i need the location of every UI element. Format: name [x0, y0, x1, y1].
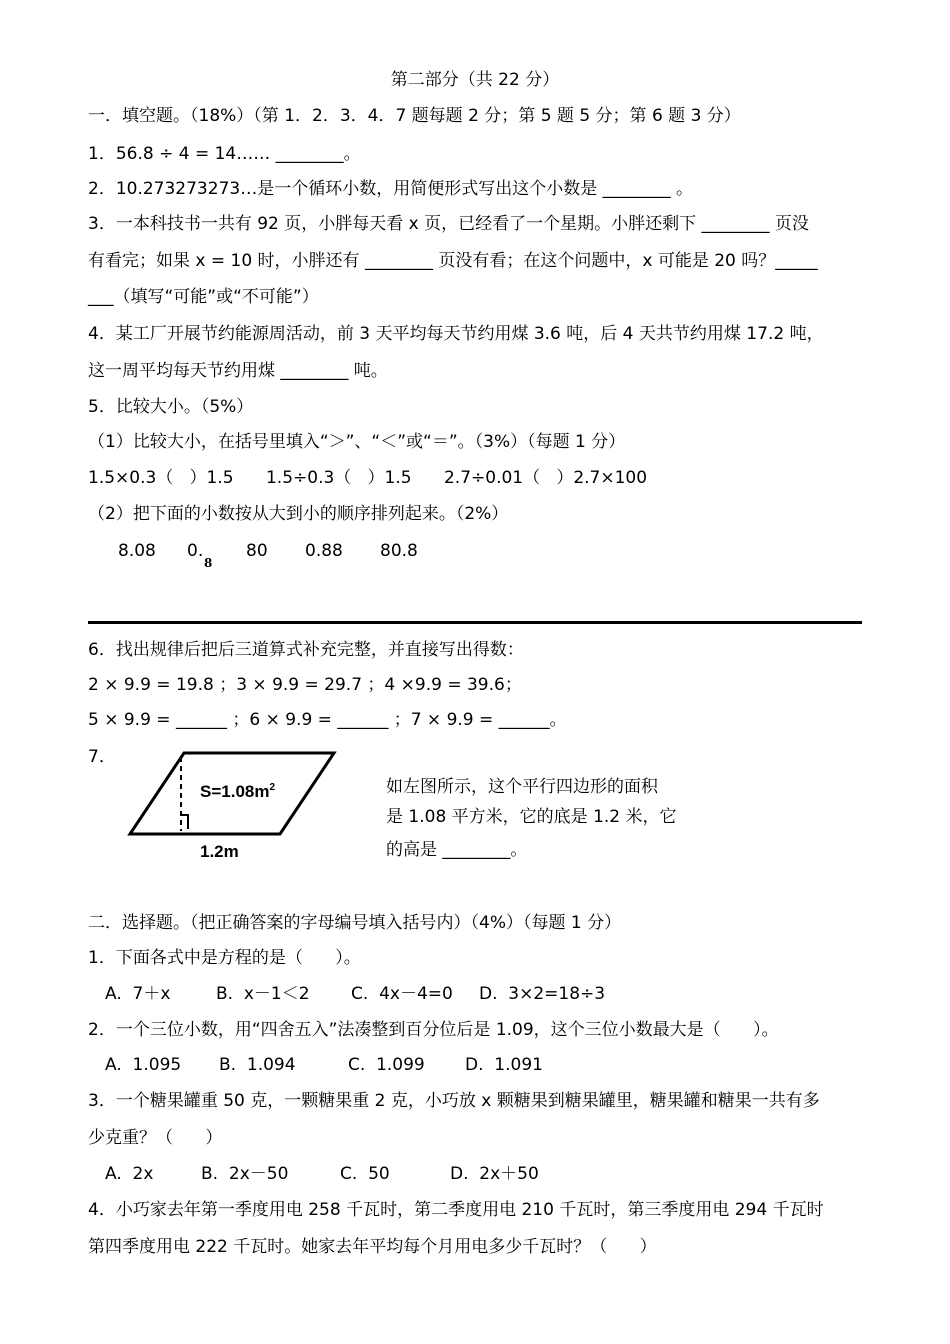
decimal-number: 0.88: [305, 541, 343, 561]
question-2-3-line2: 少克重？（ ）: [88, 1128, 223, 1148]
question-1-7-text-line2: 是 1.08 平方米，它的底是 1.2 米，它: [386, 807, 677, 827]
option-c: C. 50: [340, 1164, 390, 1184]
option-a: A. 2x: [105, 1164, 154, 1184]
question-1-6-given: 2 × 9.9 = 19.8 ；3 × 9.9 = 29.7 ；4 ×9.9 = 39.6；: [88, 675, 522, 695]
question-1-5-part1: （1）比较大小，在括号里填入“＞”、“＜”或“＝”。（3%）（每题 1 分）: [88, 432, 626, 452]
section-one-heading: 一．填空题。（18%）（第 1．2．3．4．7 题每题 2 分；第 5 题 5 分；第 6 题 3 分）: [88, 106, 741, 126]
decimal-number: 80.8: [380, 541, 418, 561]
decimal-number: 0.: [187, 541, 204, 561]
question-1-3-line3: ___（填写“可能”或“不可能”）: [88, 287, 319, 307]
question-1-3-line1: 3．一本科技书一共有 92 页，小胖每天看 x 页，已经看了一个星期。小胖还剩下 ________ 页没: [88, 214, 809, 234]
question-2-2: 2．一个三位小数，用“四舍五入”法凑整到百分位后是 1.09，这个三位小数最大是（ ）。: [88, 1020, 779, 1040]
right-angle-mark: [181, 815, 188, 829]
base-label: 1.2m: [200, 842, 239, 861]
option-a: A. 7＋x: [105, 984, 171, 1004]
option-c: C. 4x－4=0: [351, 984, 453, 1004]
option-d: D. 1.091: [465, 1055, 543, 1075]
question-1-2: 2．10.273273273…是一个循环小数，用简便形式写出这个小数是 ________ 。: [88, 179, 694, 199]
option-d: D. 3×2=18÷3: [479, 984, 606, 1004]
question-1-5-part2: （2）把下面的小数按从大到小的顺序排列起来。（2%）: [88, 504, 509, 524]
question-2-4-line1: 4．小巧家去年第一季度用电 258 千瓦时，第二季度用电 210 千瓦时，第三季度用电 294 千瓦时: [88, 1200, 824, 1220]
question-1-1: 1．56.8 ÷ 4 = 14…… ________。: [88, 144, 361, 164]
question-1-7-text-line1: 如左图所示，这个平行四边形的面积: [386, 777, 658, 797]
question-1-6: 6．找出规律后把后三道算式补充完整，并直接写出得数：: [88, 640, 524, 660]
option-b: B. 2x－50: [201, 1164, 289, 1184]
question-1-5-part1-items: 1.5×0.3（ ）1.5 1.5÷0.3（ ）1.5 2.7÷0.01（ ）2.7×100: [88, 468, 648, 488]
question-1-7-text-line3: 的高是 ________。: [386, 840, 528, 860]
repeating-digit: 8: [204, 556, 213, 570]
answer-line: [88, 621, 862, 624]
question-1-6-blanks: 5 × 9.9 = ______ ；6 × 9.9 = ______ ；7 × 9.9 = ______。: [88, 710, 567, 730]
question-2-1: 1．下面各式中是方程的是（ ）。: [88, 948, 361, 968]
decimal-number: 8.08: [118, 541, 156, 561]
question-1-3-line2: 有看完；如果 x = 10 时，小胖还有 ________ 页没有看；在这个问题中，x 可能是 20 吗？_____: [88, 251, 818, 271]
question-2-4-line2: 第四季度用电 222 千瓦时。她家去年平均每个月用电多少千瓦时？（ ）: [88, 1237, 657, 1257]
question-1-4-line1: 4．某工厂开展节约能源周活动，前 3 天平均每天节约用煤 3.6 吨，后 4 天共节约用煤 17.2 吨，: [88, 324, 824, 344]
option-d: D. 2x＋50: [450, 1164, 539, 1184]
option-b: B. x－1＜2: [216, 984, 310, 1004]
section-two-heading: 二．选择题。（把正确答案的字母编号填入括号内）（4%）（每题 1 分）: [88, 913, 622, 933]
area-label: $S=1.08m^2$: [200, 782, 276, 801]
question-1-7-number: 7．: [88, 747, 116, 767]
question-1-5: 5．比较大小。（5%）: [88, 397, 254, 417]
decimal-number: 80: [246, 541, 268, 561]
option-a: A. 1.095: [105, 1055, 182, 1075]
option-b: B. 1.094: [219, 1055, 296, 1075]
option-c: C. 1.099: [348, 1055, 425, 1075]
question-2-3-line1: 3．一个糖果罐重 50 克，一颗糖果重 2 克，小巧放 x 颗糖果到糖果罐里，糖果罐和糖果一共有多: [88, 1091, 820, 1111]
question-1-4-line2: 这一周平均每天节约用煤 ________ 吨。: [88, 361, 388, 381]
parallelogram-figure: [120, 745, 350, 870]
page-title: 第二部分（共 22 分）: [390, 70, 560, 90]
